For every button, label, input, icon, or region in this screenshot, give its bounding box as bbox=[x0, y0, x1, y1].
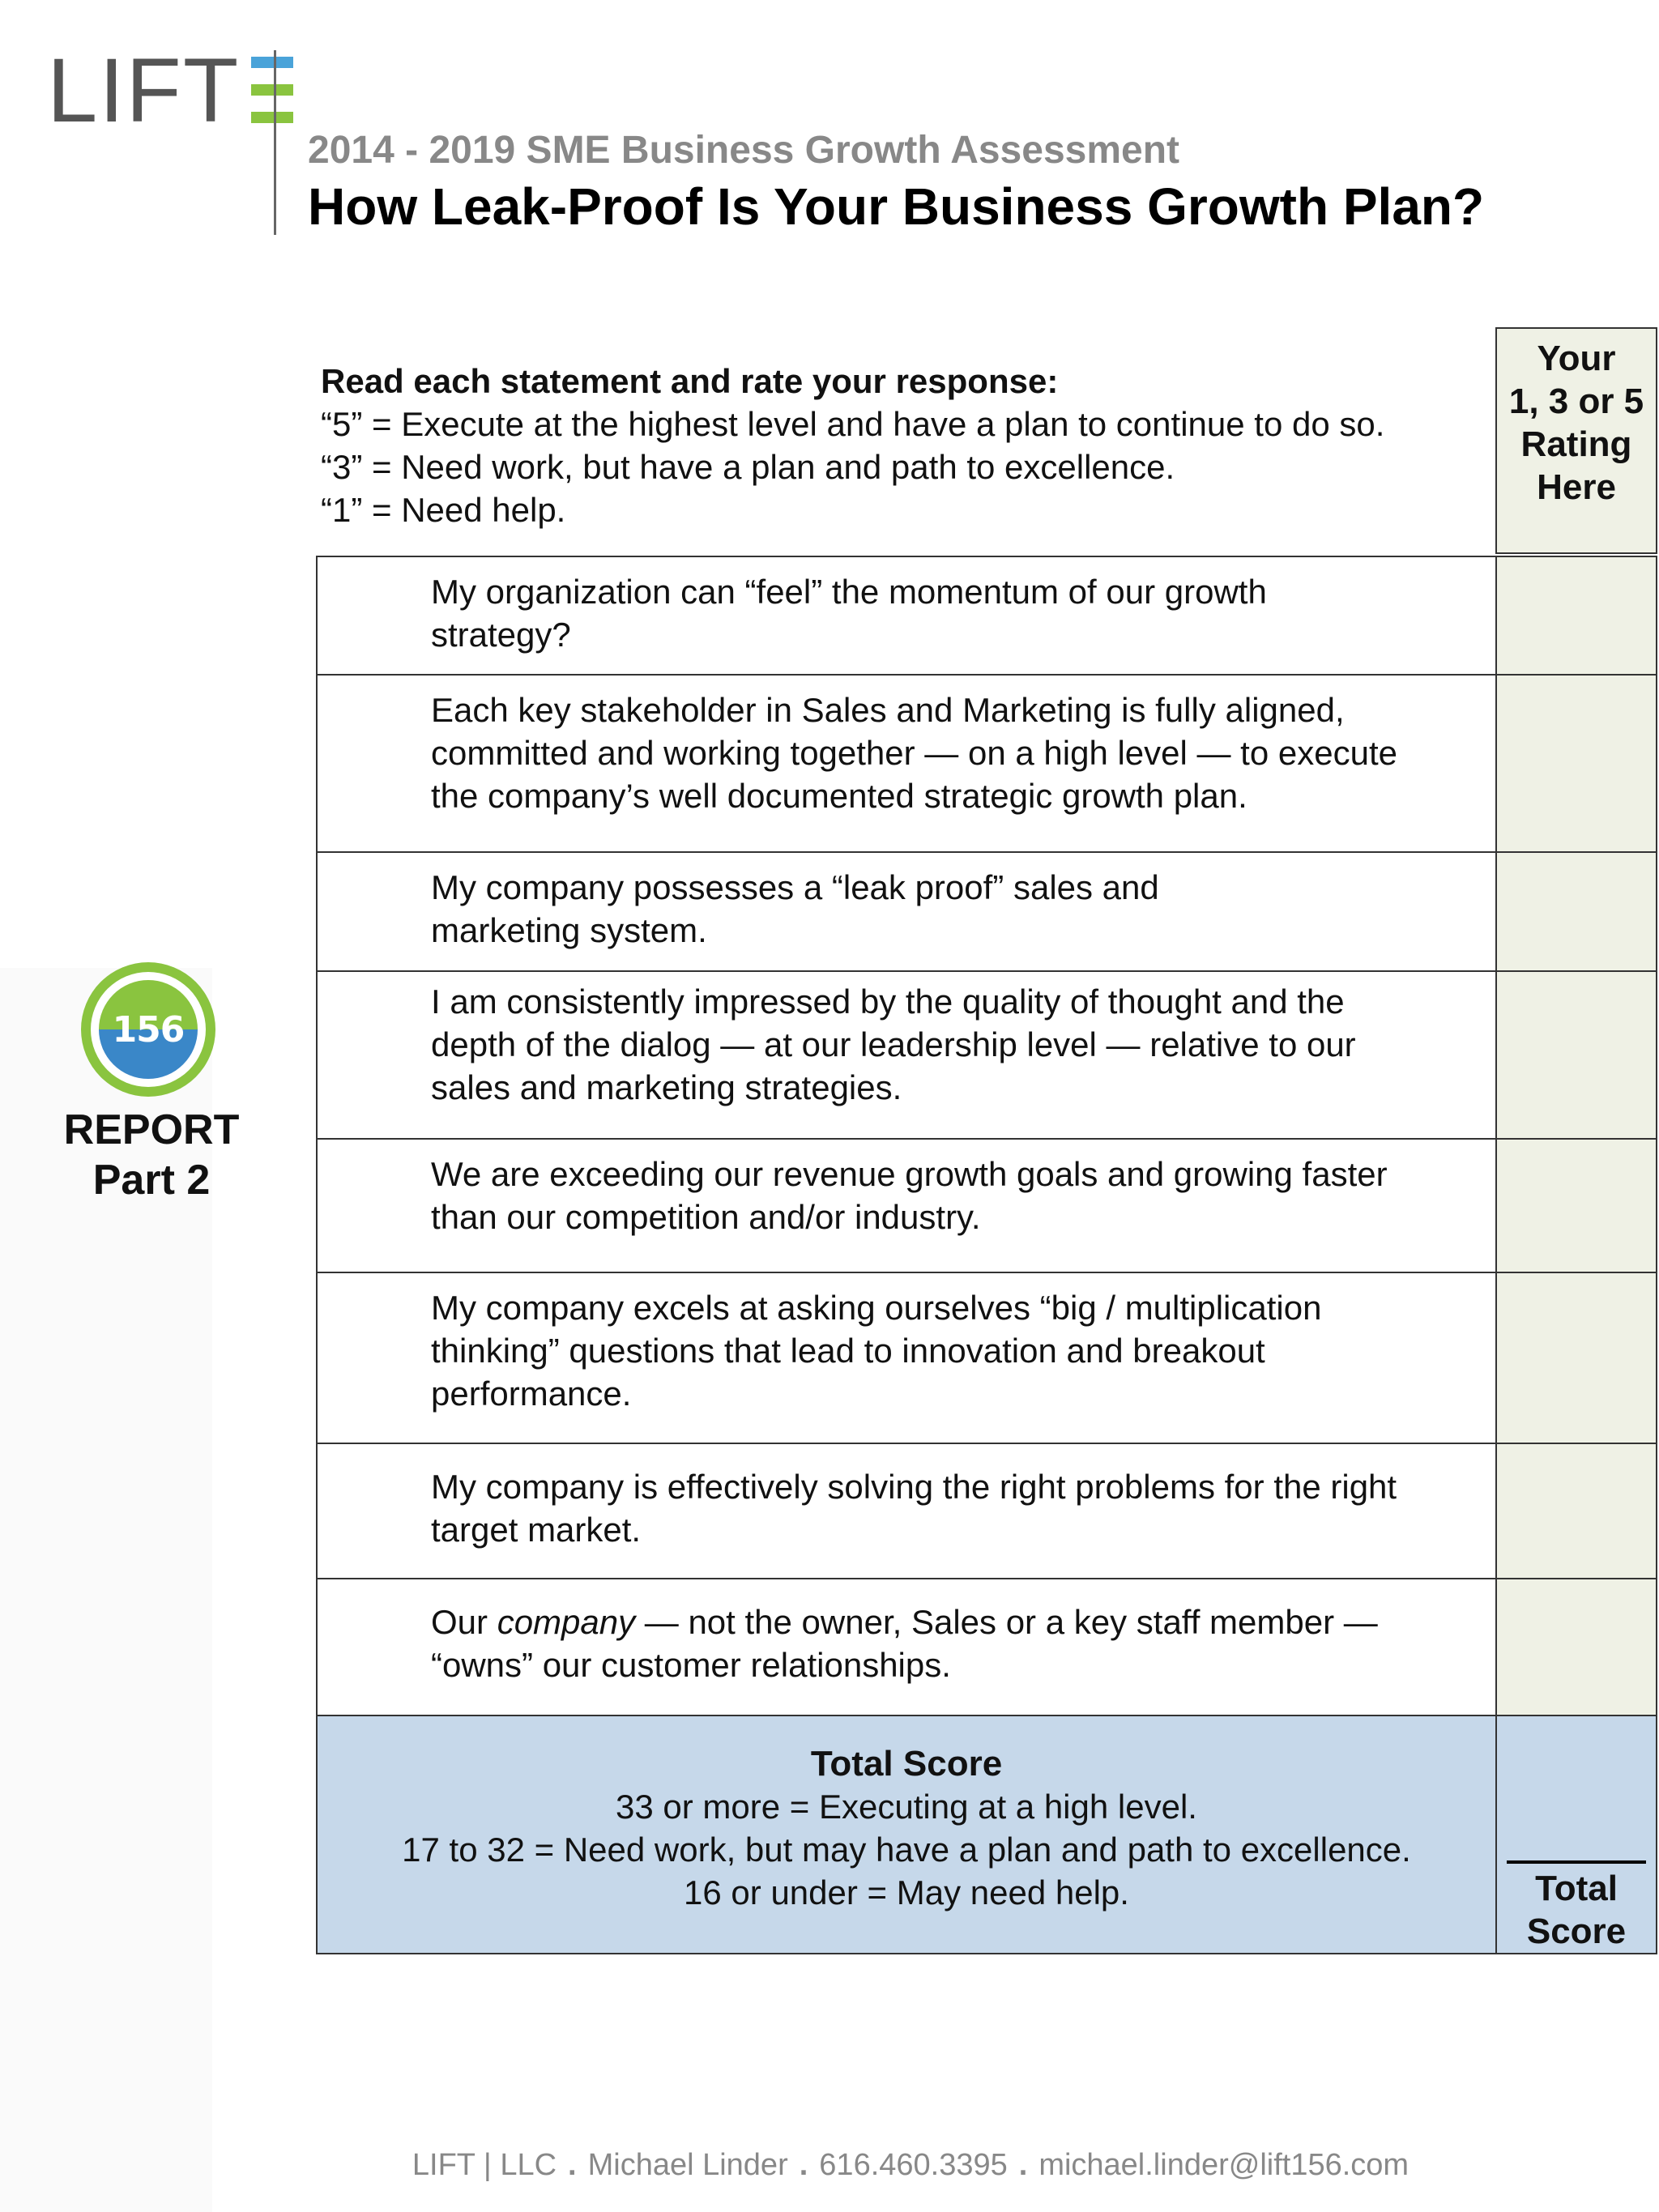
rating-cell[interactable] bbox=[1495, 1444, 1657, 1578]
report-label-line2: Part 2 bbox=[92, 1157, 211, 1204]
instructions-five: “5” = Execute at the highest level and have a plan to continue to do so. bbox=[321, 405, 1385, 443]
statement-text: My company possesses a “leak proof” sales and marketing system. bbox=[316, 853, 1495, 970]
statement-row bbox=[316, 556, 1657, 674]
logo-bar-blue bbox=[251, 57, 293, 68]
statement-row bbox=[316, 851, 1657, 970]
page-title: How Leak-Proof Is Your Business Growth Plan? bbox=[308, 177, 1485, 236]
footer-name: Michael Linder bbox=[587, 2148, 788, 2182]
rating-header-line3: Rating bbox=[1520, 424, 1632, 464]
footer-phone: 616.460.3395 bbox=[819, 2148, 1008, 2182]
footer-email[interactable]: michael.linder@lift156.com bbox=[1038, 2148, 1410, 2182]
statement-text: I am consistently impressed by the quality of thought and the depth of the dialog — at our leadership level — relative to our sales and marketing strategies. bbox=[316, 972, 1495, 1138]
report-label bbox=[32, 1105, 271, 1205]
logo-bar-green-2 bbox=[251, 112, 293, 123]
rating-cell[interactable] bbox=[1495, 853, 1657, 970]
rating-header-line2: 1, 3 or 5 bbox=[1508, 381, 1644, 421]
footer-separator: . bbox=[568, 2148, 577, 2182]
footer-company: LIFT | LLC bbox=[412, 2148, 557, 2182]
total-score-heading: Total Score bbox=[810, 1744, 1003, 1784]
statement-text: Our company — not the owner, Sales or a key staff member — “owns” our customer relationships. bbox=[316, 1579, 1495, 1715]
total-score-row bbox=[316, 1715, 1657, 1954]
statement-text: We are exceeding our revenue growth goals and growing faster than our competition and/or industry. bbox=[316, 1140, 1495, 1272]
logo-bars-icon bbox=[251, 57, 293, 123]
assessment-table bbox=[316, 327, 1657, 1954]
statement-text: My company excels at asking ourselves “big / multiplication thinking” questions that lead to innovation and breakout performance. bbox=[316, 1273, 1495, 1443]
instructions-lead: Read each statement and rate your response: bbox=[321, 362, 1059, 400]
rating-cell[interactable] bbox=[1495, 1140, 1657, 1272]
instructions-one: “1” = Need help. bbox=[321, 491, 566, 529]
statement-text: Each key stakeholder in Sales and Marketing is fully aligned, committed and working together — on a high level — to execute the company’s well documented strategic growth plan. bbox=[316, 676, 1495, 851]
statement-row bbox=[316, 1138, 1657, 1272]
logo-bar-green bbox=[251, 84, 293, 96]
lift-logo bbox=[47, 40, 293, 141]
instructions-three: “3” = Need work, but have a plan and path to excellence. bbox=[321, 448, 1175, 486]
rating-cell[interactable] bbox=[1495, 557, 1657, 674]
rating-header-line4: Here bbox=[1537, 467, 1616, 507]
statement-row bbox=[316, 1272, 1657, 1443]
total-score-legend bbox=[316, 1716, 1495, 1953]
rating-column-header bbox=[1495, 327, 1657, 554]
rating-cell[interactable] bbox=[1495, 1579, 1657, 1715]
rating-cell[interactable] bbox=[1495, 676, 1657, 851]
total-score-mid: 17 to 32 = Need work, but may have a plan and path to excellence. bbox=[402, 1831, 1411, 1869]
header-divider bbox=[274, 50, 276, 235]
badge-156-icon bbox=[81, 962, 215, 1097]
page-subtitle: 2014 - 2019 SME Business Growth Assessment bbox=[308, 129, 1180, 172]
statement-row bbox=[316, 970, 1657, 1138]
instructions-block bbox=[316, 327, 1657, 556]
total-score-underline bbox=[1507, 1860, 1646, 1864]
total-score-low: 16 or under = May need help. bbox=[684, 1873, 1129, 1912]
footer-separator: . bbox=[799, 2148, 808, 2182]
rating-cell[interactable] bbox=[1495, 972, 1657, 1138]
badge-number: 156 bbox=[112, 1008, 185, 1051]
footer-separator: . bbox=[1018, 2148, 1028, 2182]
total-score-high: 33 or more = Executing at a high level. bbox=[616, 1788, 1197, 1826]
statement-text: My organization can “feel” the momentum of our growth strategy? bbox=[316, 557, 1495, 674]
rating-cell[interactable] bbox=[1495, 1273, 1657, 1443]
statement-row bbox=[316, 1578, 1657, 1715]
statement-text: My company is effectively solving the right problems for the right target market. bbox=[316, 1444, 1495, 1578]
total-score-box-label2: Score bbox=[1526, 1912, 1627, 1951]
page-footer bbox=[0, 2148, 1659, 2183]
statement-row bbox=[316, 1443, 1657, 1578]
logo-text: LIFT bbox=[47, 40, 241, 141]
total-score-box-label1: Total bbox=[1535, 1869, 1618, 1908]
total-score-cell[interactable] bbox=[1495, 1716, 1657, 1953]
report-label-line1: REPORT bbox=[63, 1106, 240, 1153]
rating-header-line1: Your bbox=[1537, 339, 1616, 378]
statement-row bbox=[316, 674, 1657, 851]
